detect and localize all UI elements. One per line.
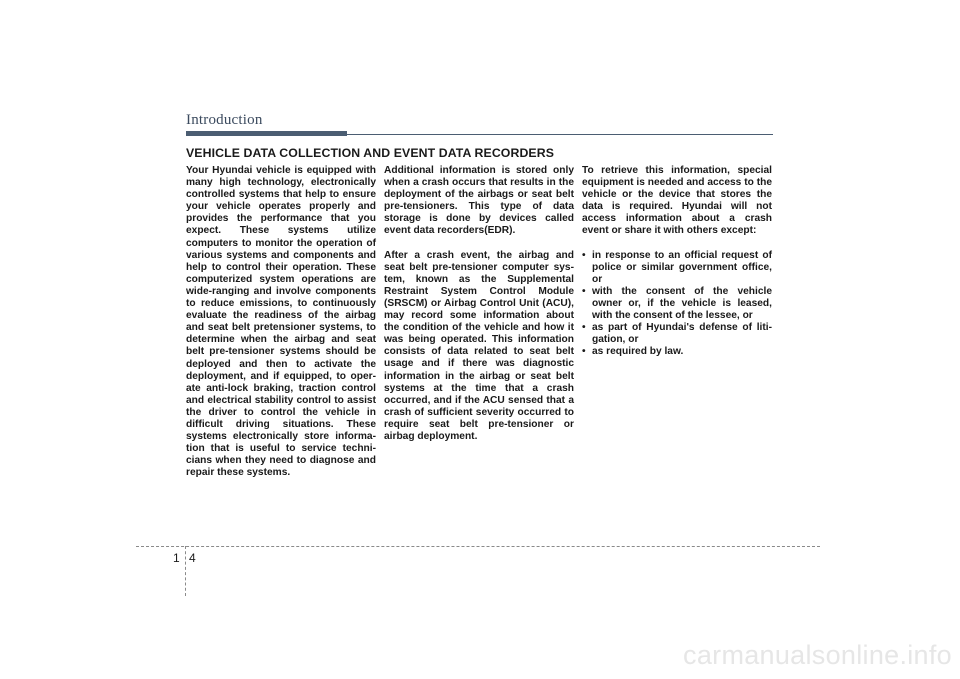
paragraph: Additional information is stored only when a crash occurs that results in the deployment of the airbags or seat belt pre-tensioners. This type of data storage is done by devices called event data recorders(EDR). bbox=[384, 165, 574, 237]
page-header-title: Introduction bbox=[186, 112, 263, 128]
footer-dashed-divider bbox=[185, 546, 186, 596]
list-item: • in response to an official request of police or similar government office, or bbox=[582, 250, 772, 286]
header-rule bbox=[347, 134, 773, 135]
paragraph: To retrieve this information, special equipment is needed and access to the vehicle or the device that stores the data is required. Hyundai will not access information about a crash event or share it with others except: bbox=[582, 165, 772, 237]
list-item: • with the consent of the vehicle owner or, if the vehicle is leased, with the consent of the lessee, or bbox=[582, 286, 772, 322]
text-column-1 bbox=[186, 165, 376, 491]
watermark-text: carmanualsonline.info bbox=[683, 640, 952, 670]
chapter-number: 1 bbox=[173, 551, 180, 565]
paragraph: Your Hyundai vehicle is equipped with many high technology, electronically controlled systems that help to ensure your vehicle operates properly and provides the performance that you expect. These systems utilize computers to monitor the operation of various systems and components and help to control their operation. These computerized system operations are wide-ranging and involve components to reduce emissions, to continuously evaluate the readiness of the airbag and seat belt pretensioner systems, to determine when the airbag and seat belt pre-tensioner systems should be deployed and then to activate the deployment, and if equipped, to operate anti-lock braking, traction control and electrical stability control to assist the driver to control the vehicle in difficult driving situations. These systems electronically store information that is useful to service technicians when they need to diagnose and repair these systems. bbox=[186, 165, 376, 479]
page-number: 4 bbox=[189, 551, 196, 565]
header-accent-bar bbox=[186, 131, 347, 136]
text-column-3 bbox=[582, 165, 772, 358]
section-title: VEHICLE DATA COLLECTION AND EVENT DATA RECORDERS bbox=[186, 146, 555, 160]
list-item: • as required by law. bbox=[582, 346, 772, 358]
paragraph: After a crash event, the airbag and seat belt pre-tensioner computer system, known as the Supplemental Restraint System Control Module (SRSCM) or Airbag Control Unit (ACU), may record some information about the condition of the vehicle and how it was being operated. This information consists of data related to seat belt usage and if there was diagnostic information in the airbag or seat belt systems at the time that a crash occurred, and if the ACU sensed that a crash of sufficient severity occurred to require seat belt pre-tensioner or airbag deployment. bbox=[384, 249, 574, 442]
bullet-list bbox=[582, 250, 772, 359]
list-item: • as part of Hyundai's defense of litigation, or bbox=[582, 322, 772, 346]
text-column-2 bbox=[384, 165, 574, 455]
footer-dashed-rule bbox=[136, 546, 820, 547]
